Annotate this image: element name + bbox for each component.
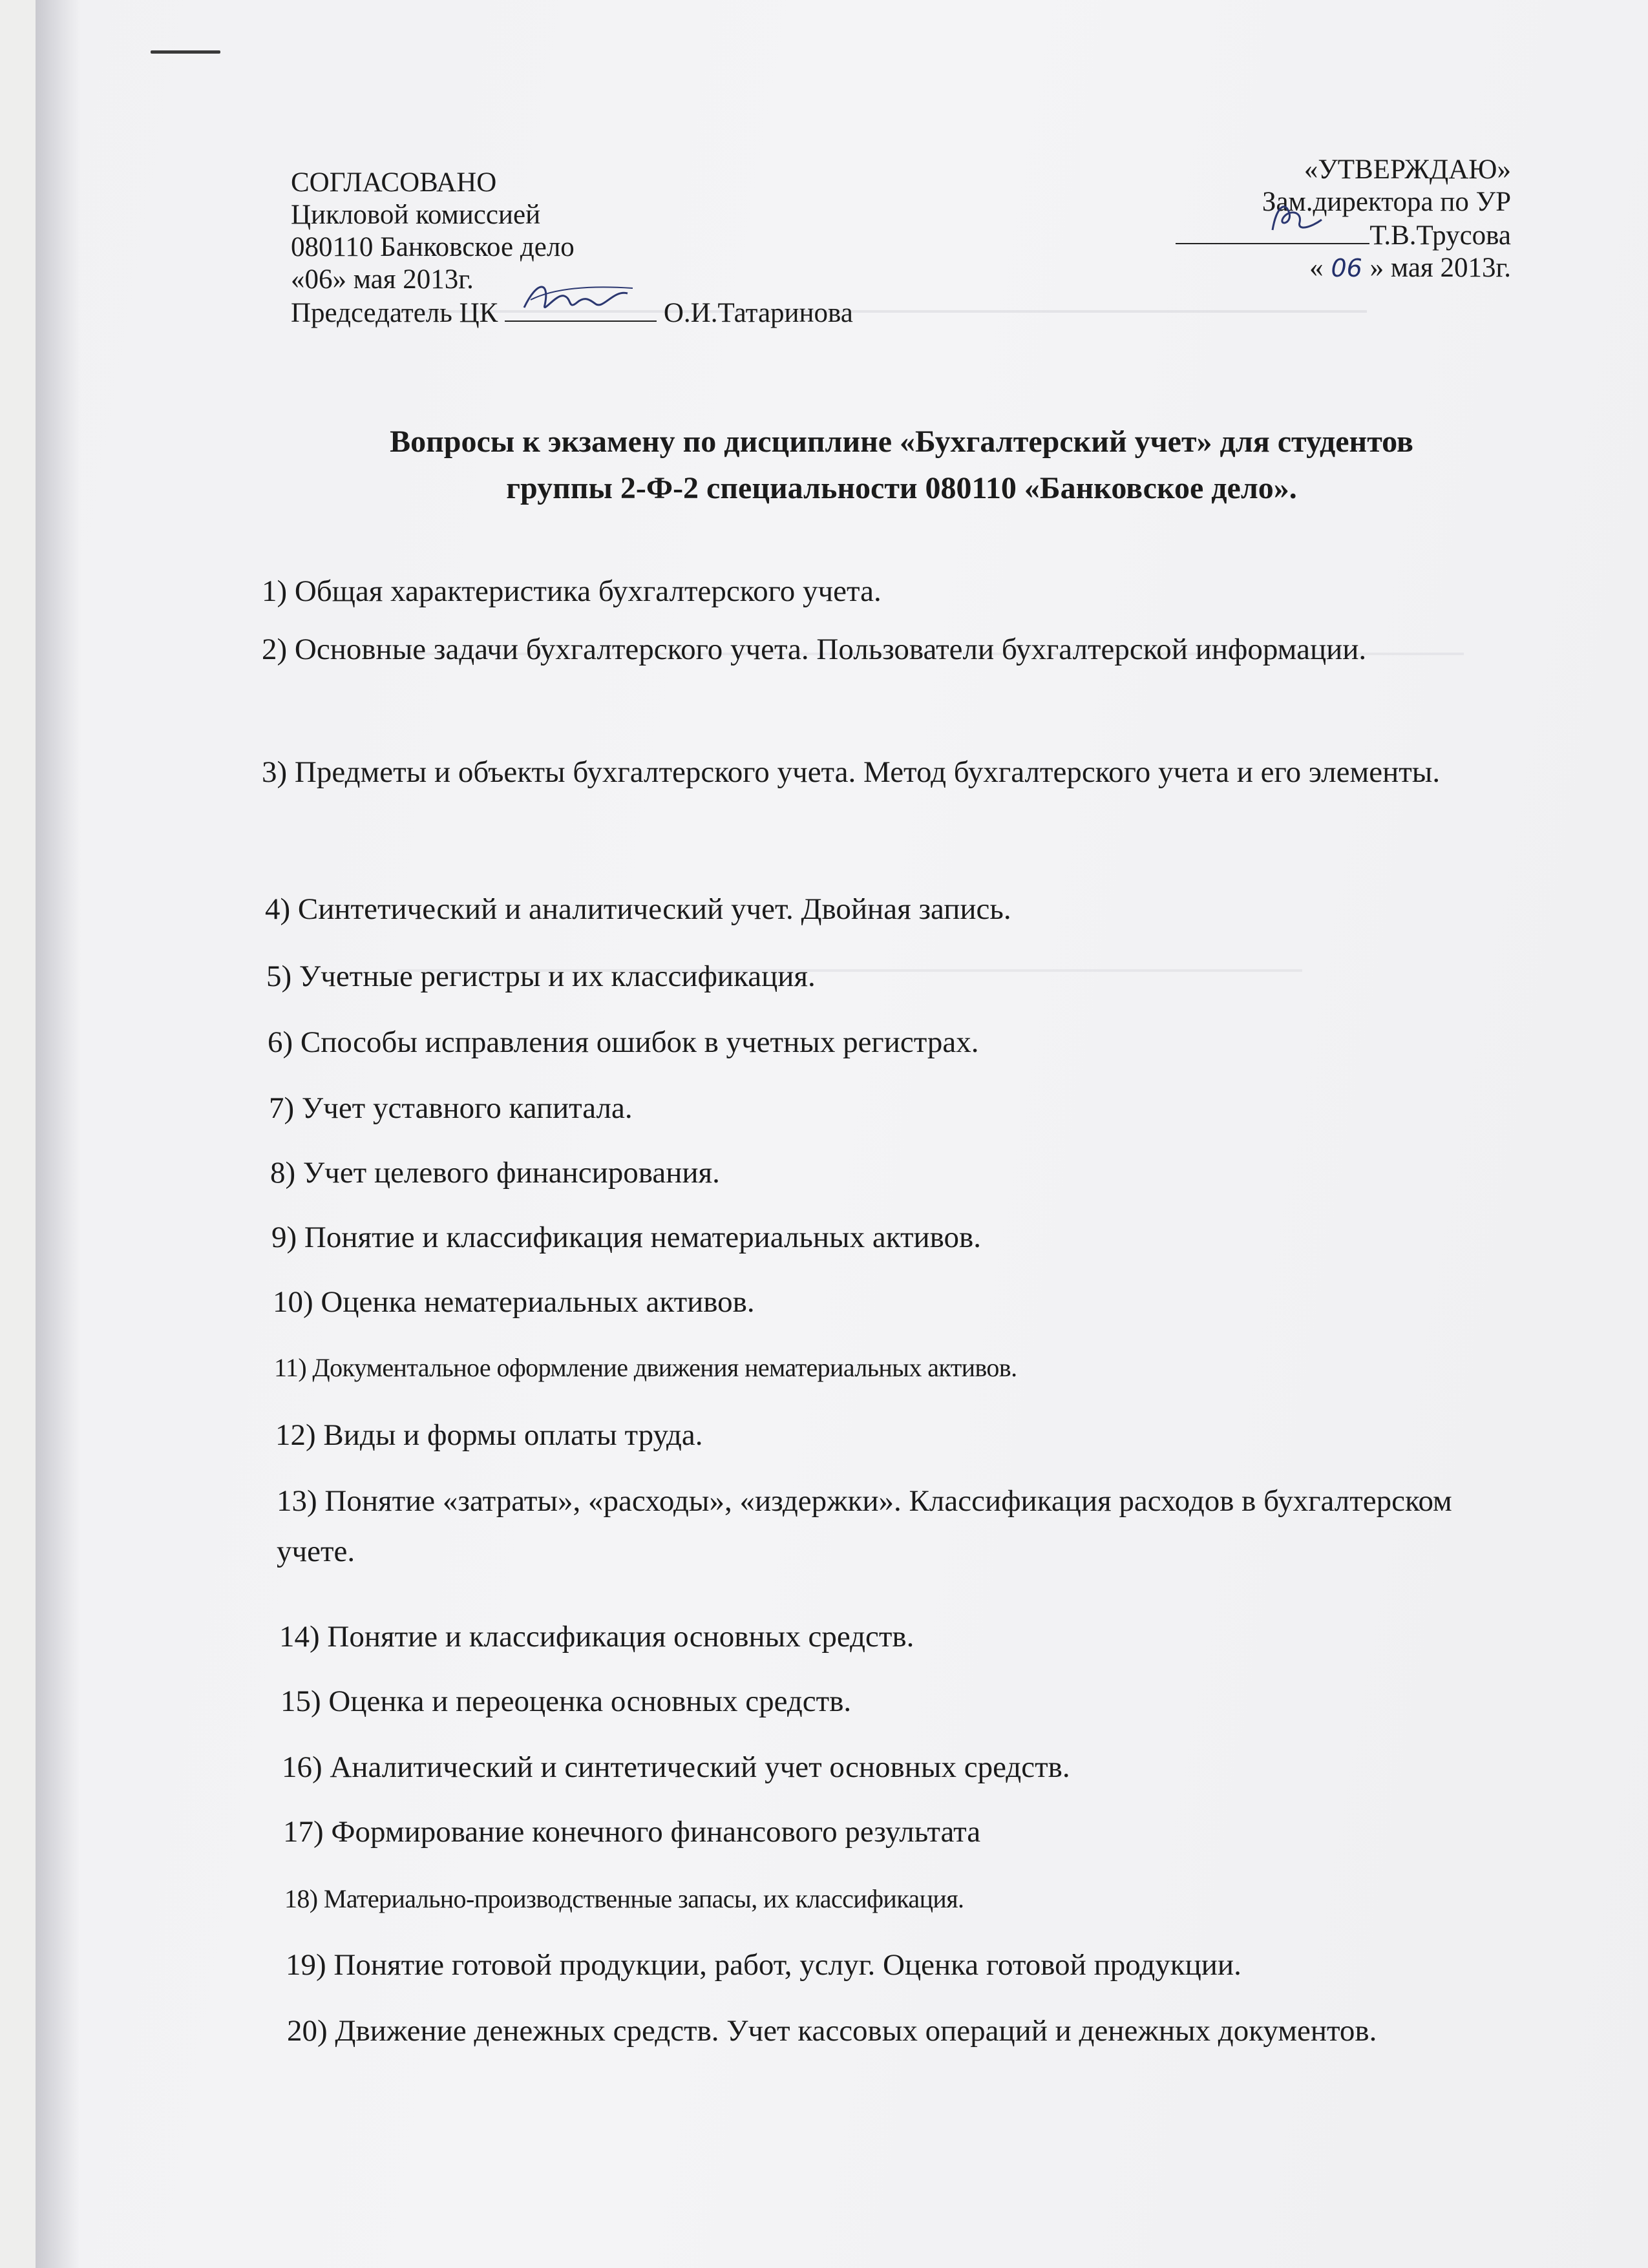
document-page <box>36 0 1648 2268</box>
question-item: 11) Документальное оформление движения нематериальных активов. <box>274 1353 1017 1382</box>
chair-signature-blank <box>505 296 657 322</box>
approver-signature-line <box>1176 218 1511 252</box>
agreed-label: СОГЛАСОВАНО <box>291 167 497 198</box>
question-item: 2) Основные задачи бухгалтерского учета. Пользователи бухгалтерской информации. <box>262 633 1367 666</box>
approval-block <box>1176 154 1511 284</box>
chair-label: Председатель ЦК <box>291 298 498 328</box>
question-item: 6) Способы исправления ошибок в учетных регистрах. <box>268 1025 979 1059</box>
approver-signature-blank <box>1176 218 1369 244</box>
handwritten-signature-icon <box>1260 194 1337 240</box>
question-item: 8) Учет целевого финансирования. <box>270 1156 720 1190</box>
title-line-2: группы 2-Ф-2 специальности 080110 «Банковское дело». <box>506 471 1297 505</box>
handwritten-signature-icon <box>518 274 640 320</box>
question-item: 4) Синтетический и аналитический учет. Двойная запись. <box>265 892 1011 926</box>
top-dash-mark <box>151 50 220 54</box>
specialty-code: 080110 Банковское дело <box>291 232 575 262</box>
question-item: 13) Понятие «затраты», «расходы», «издержки». Классификация расходов в бухгалтерском учете. <box>277 1484 1452 1568</box>
chair-signature-line <box>291 296 853 330</box>
approval-day: 06 <box>1331 254 1362 282</box>
agreement-block <box>291 167 853 330</box>
question-item: 15) Оценка и переоценка основных средств. <box>280 1685 852 1718</box>
question-item: 10) Оценка нематериальных активов. <box>273 1285 755 1319</box>
question-item: 20) Движение денежных средств. Учет кассовых операций и денежных документов. <box>287 2014 1377 2048</box>
approver-position: Зам.директора по УР <box>1262 187 1511 217</box>
question-item: 5) Учетные регистры и их классификация. <box>266 960 816 993</box>
title-line-1: Вопросы к экзамену по дисциплине «Бухгалтерский учет» для студентов <box>390 425 1413 459</box>
page-edge-shadow <box>36 0 81 2268</box>
question-item: 16) Аналитический и синтетический учет основных средств. <box>282 1750 1070 1784</box>
question-item: 3) Предметы и объекты бухгалтерского учета. Метод бухгалтерского учета и его элементы. <box>262 755 1441 789</box>
approve-label: «УТВЕРЖДАЮ» <box>1304 154 1511 185</box>
question-item: 18) Материально-производственные запасы, их классификация. <box>284 1884 964 1913</box>
question-item: 17) Формирование конечного финансового результата <box>283 1815 981 1849</box>
approval-date: « 06 » мая 2013г. <box>1309 253 1511 283</box>
chair-name: О.И.Татаринова <box>663 298 853 328</box>
question-item: 7) Учет уставного капитала. <box>269 1091 633 1125</box>
question-item: 12) Виды и формы оплаты труда. <box>275 1418 703 1452</box>
question-item: 14) Понятие и классификация основных средств. <box>279 1620 914 1654</box>
agreement-date: «06» мая 2013г. <box>291 264 474 295</box>
question-item: 1) Общая характеристика бухгалтерского учета. <box>262 574 882 608</box>
approver-name: Т.В.Трусова <box>1369 220 1511 251</box>
committee-name: Цикловой комиссией <box>291 200 541 230</box>
question-item: 9) Понятие и классификация нематериальных активов. <box>271 1221 981 1254</box>
question-item: 19) Понятие готовой продукции, работ, услуг. Оценка готовой продукции. <box>286 1948 1241 1982</box>
document-title <box>281 419 1522 512</box>
